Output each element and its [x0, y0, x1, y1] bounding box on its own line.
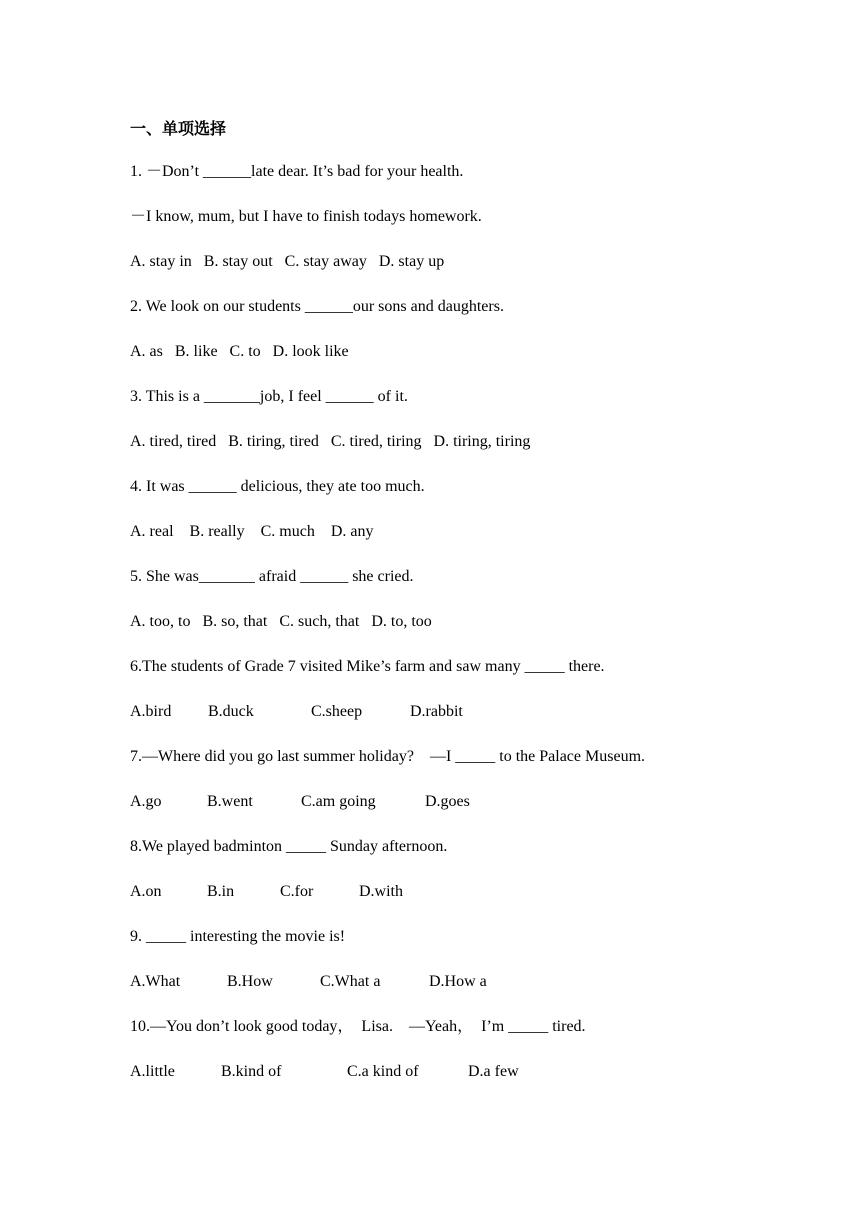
- question-5-options: A. too, to B. so, that C. such, that D. to, too: [130, 613, 432, 630]
- option-a: A.on: [130, 883, 162, 900]
- question-7-stem: 7.—Where did you go last summer holiday? —I _____ to the Palace Museum.: [130, 748, 646, 765]
- option-d: D.with: [359, 883, 403, 900]
- option-c: C.for: [280, 883, 314, 900]
- option-a: A.little: [130, 1063, 175, 1080]
- question-3-stem: 3. This is a _______job, I feel ______ of it.: [130, 388, 408, 405]
- option-c: C.am going: [301, 793, 376, 810]
- option-c: C.sheep: [311, 703, 363, 720]
- question-10-stem: 10.—You don’t look good today， Lisa. —Yeah， I’m _____ tired.: [130, 1018, 586, 1035]
- question-1-stem: 1. －Don’t ______late dear. It’s bad for your health.: [130, 163, 464, 180]
- option-b: B.How: [227, 973, 273, 990]
- question-4-options: A. real B. really C. much D. any: [130, 523, 374, 540]
- question-8-stem: 8.We played badminton _____ Sunday afternoon.: [130, 838, 448, 855]
- option-a: A.go: [130, 793, 162, 810]
- option-c: C.a kind of: [347, 1063, 419, 1080]
- option-b: B.duck: [208, 703, 254, 720]
- question-1-options: A. stay in B. stay out C. stay away D. stay up: [130, 253, 445, 270]
- option-d: D.How a: [429, 973, 487, 990]
- option-c: C.What a: [320, 973, 381, 990]
- question-2-options: A. as B. like C. to D. look like: [130, 343, 349, 360]
- question-10-options: [130, 1061, 519, 1193]
- option-d: D.rabbit: [410, 703, 463, 720]
- option-b: B.in: [207, 883, 235, 900]
- option-d: D.goes: [425, 793, 470, 810]
- option-d: D.a few: [468, 1063, 519, 1080]
- question-3-options: A. tired, tired B. tiring, tired C. tired, tiring D. tiring, tiring: [130, 433, 531, 450]
- option-b: B.kind of: [221, 1063, 282, 1080]
- section-title: 一、单项选择: [130, 119, 227, 138]
- question-6-stem: 6.The students of Grade 7 visited Mike’s farm and saw many _____ there.: [130, 658, 605, 675]
- question-2-stem: 2. We look on our students ______our sons and daughters.: [130, 298, 504, 315]
- question-5-stem: 5. She was_______ afraid ______ she cried.: [130, 568, 414, 585]
- question-4-stem: 4. It was ______ delicious, they ate too much.: [130, 478, 425, 495]
- option-a: A.bird: [130, 703, 172, 720]
- option-a: A.What: [130, 973, 181, 990]
- option-b: B.went: [207, 793, 253, 810]
- question-1-stem-line-2: －I know, mum, but I have to finish todays homework.: [130, 208, 482, 225]
- question-9-stem: 9. _____ interesting the movie is!: [130, 928, 346, 945]
